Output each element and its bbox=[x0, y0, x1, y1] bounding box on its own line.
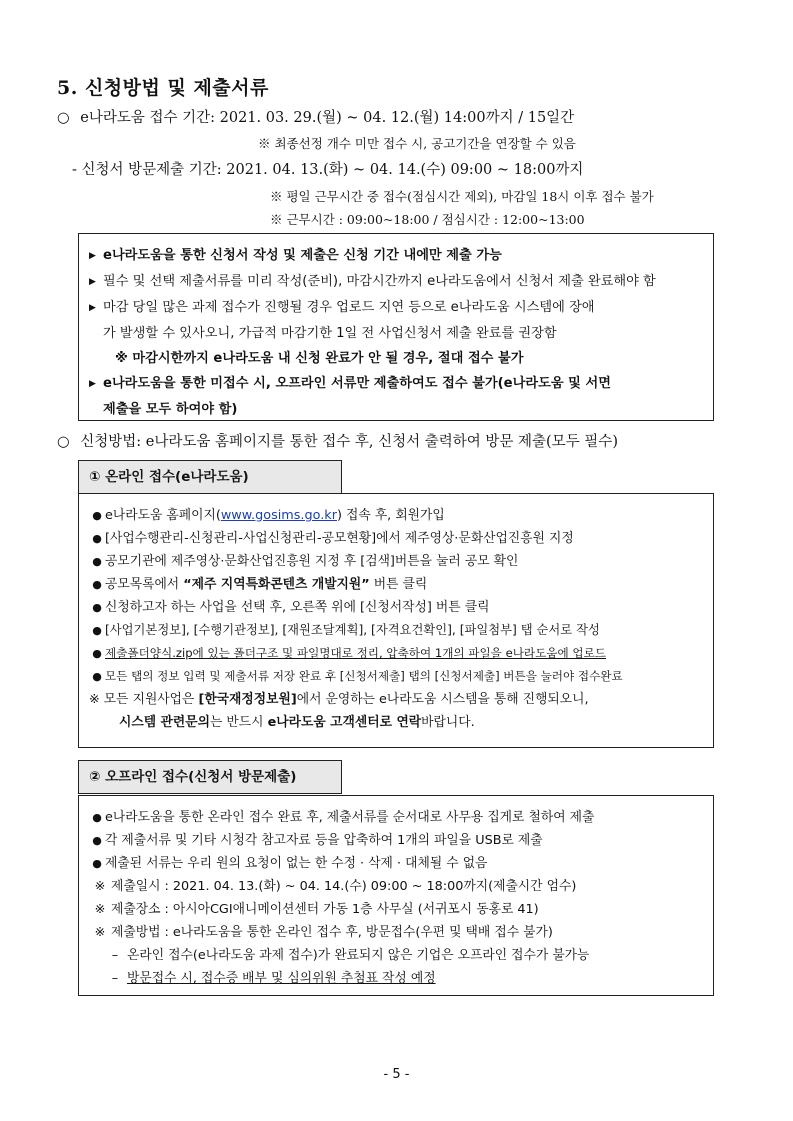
application-period-text: e나라도움 접수 기간: 2021. 03. 29.(월) ~ 04. 12.(월) 14:00까지 / 15일간 bbox=[80, 110, 575, 126]
bullet-dot-icon: ● bbox=[92, 811, 102, 824]
application-period bbox=[57, 106, 574, 127]
list-item: ● 모든 탭의 정보 입력 및 제출서류 저장 완료 후 [신청서제출] 탭의 [신청서제출] 버튼을 눌러야 접수완료 bbox=[89, 665, 703, 688]
bullet-dot-icon: ● bbox=[92, 555, 102, 568]
circle-bullet-icon: ○ bbox=[57, 434, 70, 450]
sub-item: – 온라인 접수(e나라도움 과제 접수)가 완료되지 않은 기업은 오프라인 접수가 불가능 bbox=[89, 944, 703, 967]
submission-info: ※ 제출일시 : 2021. 04. 13.(화) ~ 04. 14.(수) 09:00 ~ 18:00까지(제출시간 엄수) bbox=[89, 875, 703, 898]
warning-line: ▶ 마감 당일 많은 과제 접수가 진행될 경우 업로드 지연 등으로 e나라도움 시스템에 장애 bbox=[89, 295, 701, 321]
visit-note-hours: ※ 평일 근무시간 중 접수(점심시간 제외), 마감일 18시 이후 접수 불가 bbox=[270, 189, 654, 204]
dash-bullet: – bbox=[111, 971, 119, 986]
circle-bullet-icon: ○ bbox=[57, 110, 70, 126]
reference-mark-icon: ※ bbox=[94, 879, 106, 894]
list-item: ● [사업기본정보], [수행기관정보], [재원조달계획], [자격요건확인], [파일첨부] 탭 순서로 작성 bbox=[89, 619, 703, 642]
list-item: ● 신청하고자 하는 사업을 선택 후, 오른쪽 위에 [신청서작성] 버튼 클릭 bbox=[89, 596, 703, 619]
bullet-dot-icon: ● bbox=[92, 834, 102, 847]
page-number: - 5 - bbox=[383, 1067, 410, 1082]
list-item: ● e나라도움 홈페이지(www.gosims.go.kr) 접속 후, 회원가입 bbox=[89, 504, 703, 527]
warning-line: 제출을 모두 하여야 함) bbox=[103, 402, 238, 417]
list-item: ● 공모목록에서 “제주 지역특화콘텐츠 개발지원” 버튼 클릭 bbox=[89, 573, 703, 596]
warning-line: ▶ e나라도움을 통한 미접수 시, 오프라인 서류만 제출하여도 접수 불가(e나라도움 및 서면 bbox=[89, 371, 701, 397]
dash-bullet: – bbox=[111, 948, 119, 963]
list-item: ● e나라도움을 통한 온라인 접수 완료 후, 제출서류를 순서대로 사무용 집게로 철하여 제출 bbox=[89, 806, 703, 829]
triangle-bullet-icon: ▶ bbox=[89, 303, 96, 313]
offline-section-panel bbox=[78, 795, 714, 996]
period-extension-note: ※ 최종선정 개수 미만 접수 시, 공고기간을 연장할 수 있음 bbox=[258, 136, 576, 151]
submission-info: ※ 제출방법 : e나라도움을 통한 온라인 접수 후, 방문접수(우편 및 택배 접수 불가) bbox=[89, 921, 703, 944]
list-item: ● 제출된 서류는 우리 원의 요청이 없는 한 수정 · 삭제 · 대체될 수 없음 bbox=[89, 852, 703, 875]
triangle-bullet-icon: ▶ bbox=[89, 277, 96, 287]
bullet-dot-icon: ● bbox=[92, 532, 102, 545]
bullet-dot-icon: ● bbox=[92, 624, 102, 637]
system-notice: 시스템 관련문의는 반드시 e나라도움 고객센터로 연락바랍니다. bbox=[119, 715, 475, 730]
list-item: ● 각 제출서류 및 기타 시청각 참고자료 등을 압축하여 1개의 파일을 USB로 제출 bbox=[89, 829, 703, 852]
warning-line: 가 발생할 수 있사오니, 가급적 마감기한 1일 전 사업신청서 제출 완료를 권장함 bbox=[103, 326, 557, 341]
application-method-text: 신청방법: e나라도움 홈페이지를 통한 접수 후, 신청서 출력하여 방문 제출(모두 필수) bbox=[80, 434, 618, 450]
reference-mark-icon: ※ bbox=[94, 902, 106, 917]
online-section-header: ① 온라인 접수(e나라도움) bbox=[78, 460, 342, 494]
bullet-dot-icon: ● bbox=[92, 857, 102, 870]
bullet-dot-icon: ● bbox=[92, 578, 102, 591]
warning-box bbox=[78, 233, 714, 421]
section-title: 5. 신청방법 및 제출서류 bbox=[57, 77, 269, 99]
bullet-dot-icon: ● bbox=[92, 601, 102, 614]
reference-mark-icon: ※ bbox=[94, 925, 106, 940]
application-method bbox=[57, 430, 618, 451]
bullet-dot-icon: ● bbox=[92, 647, 102, 660]
sub-item: – 방문접수 시, 접수증 배부 및 심의위원 추첨표 작성 예정 bbox=[89, 967, 703, 990]
warning-line: ▶ e나라도움을 통한 신청서 작성 및 제출은 신청 기간 내에만 제출 가능 bbox=[89, 243, 701, 269]
system-notice: ※ 모든 지원사업은 [한국재정정보원]에서 운영하는 e나라도움 시스템을 통해 진행되오니, bbox=[89, 692, 589, 707]
offline-section-header: ② 오프라인 접수(신청서 방문제출) bbox=[78, 760, 342, 794]
list-item: ● 공모기관에 제주영상·문화산업진흥원 지정 후 [검색]버튼을 눌러 공모 확인 bbox=[89, 550, 703, 573]
warning-line: ※ 마감시한까지 e나라도움 내 신청 완료가 안 될 경우, 절대 접수 불가 bbox=[115, 351, 524, 366]
visit-submission-period: - 신청서 방문제출 기간: 2021. 04. 13.(화) ~ 04. 14.(수) 09:00 ~ 18:00까지 bbox=[72, 162, 584, 178]
warning-line: ▶ 필수 및 선택 제출서류를 미리 작성(준비), 마감시간까지 e나라도움에서 신청서 제출 완료해야 함 bbox=[89, 269, 701, 295]
gosims-link[interactable]: www.gosims.go.kr bbox=[220, 508, 337, 523]
bullet-dot-icon: ● bbox=[92, 509, 102, 522]
bullet-dot-icon: ● bbox=[92, 670, 102, 683]
online-section-panel bbox=[78, 493, 714, 748]
list-item: ● [사업수행관리-신청관리-사업신청관리-공모현황]에서 제주영상·문화산업진흥원 지정 bbox=[89, 527, 703, 550]
triangle-bullet-icon: ▶ bbox=[89, 251, 96, 261]
triangle-bullet-icon: ▶ bbox=[89, 379, 96, 389]
visit-note-working-time: ※ 근무시간 : 09:00~18:00 / 점심시간 : 12:00~13:00 bbox=[270, 212, 585, 227]
submission-info: ※ 제출장소 : 아시아CGI애니메이션센터 가동 1층 사무실 (서귀포시 동홍로 41) bbox=[89, 898, 703, 921]
list-item: ● 제출폴더양식.zip에 있는 폴더구조 및 파일명대로 정리, 압축하여 1개의 파일을 e나라도움에 업로드 bbox=[89, 642, 703, 665]
